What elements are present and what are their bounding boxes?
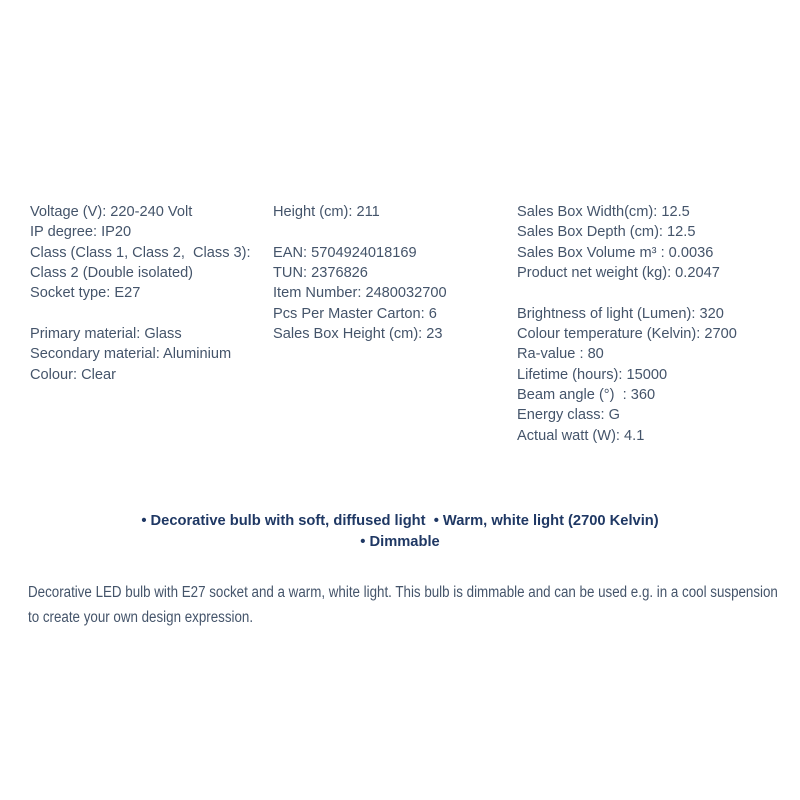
spec-line: Colour: Clear	[30, 366, 116, 383]
spec-column-electrical	[30, 202, 251, 385]
product-highlights	[0, 511, 800, 554]
spec-line: Lifetime (hours): 15000	[517, 366, 668, 383]
spec-line: Energy class: G	[517, 407, 621, 424]
product-description: Decorative LED bulb with E27 socket and a warm, white light. This bulb is dimmable and can be used e.g. in a cool suspension to create your own design expression.	[28, 584, 778, 626]
spec-line: Voltage (V): 220-240 Volt	[30, 204, 193, 220]
spec-line: Product net weight (kg): 0.2047	[517, 265, 720, 282]
spec-line: Secondary material: Aluminium	[30, 346, 232, 363]
spec-line: Height (cm): 211	[273, 204, 380, 220]
spec-line: Sales Box Height (cm): 23	[273, 326, 443, 343]
spec-line: Actual watt (W): 4.1	[517, 427, 645, 444]
spec-line: Colour temperature (Kelvin): 2700	[517, 326, 737, 343]
spec-line: Sales Box Width(cm): 12.5	[517, 204, 690, 220]
spec-line: Class 2 (Double isolated)	[30, 265, 194, 282]
spec-line: Socket type: E27	[30, 285, 141, 302]
spec-line: Brightness of light (Lumen): 320	[517, 305, 724, 322]
highlight-line: • Decorative bulb with soft, diffused light • Warm, white light (2700 Kelvin)	[141, 513, 659, 529]
spec-line	[273, 222, 447, 242]
spec-line: Sales Box Depth (cm): 12.5	[517, 224, 696, 241]
spec-line: TUN: 2376826	[273, 265, 368, 282]
spec-line: Beam angle (°) : 360	[517, 387, 656, 404]
spec-line	[517, 283, 737, 303]
spec-line: Primary material: Glass	[30, 326, 182, 343]
spec-column-packaging-light	[517, 202, 737, 446]
spec-line: Class (Class 1, Class 2, Class 3):	[30, 244, 251, 261]
spec-line: Sales Box Volume m³ : 0.0036	[517, 244, 714, 261]
spec-line: IP degree: IP20	[30, 224, 132, 241]
spec-line: Pcs Per Master Carton: 6	[273, 305, 437, 322]
spec-line: EAN: 5704924018169	[273, 244, 417, 261]
highlight-line: • Dimmable	[360, 534, 440, 551]
spec-line: Item Number: 2480032700	[273, 285, 447, 302]
spec-line: Ra-value : 80	[517, 346, 604, 363]
spec-column-logistics	[273, 202, 447, 344]
spec-line	[30, 304, 251, 324]
